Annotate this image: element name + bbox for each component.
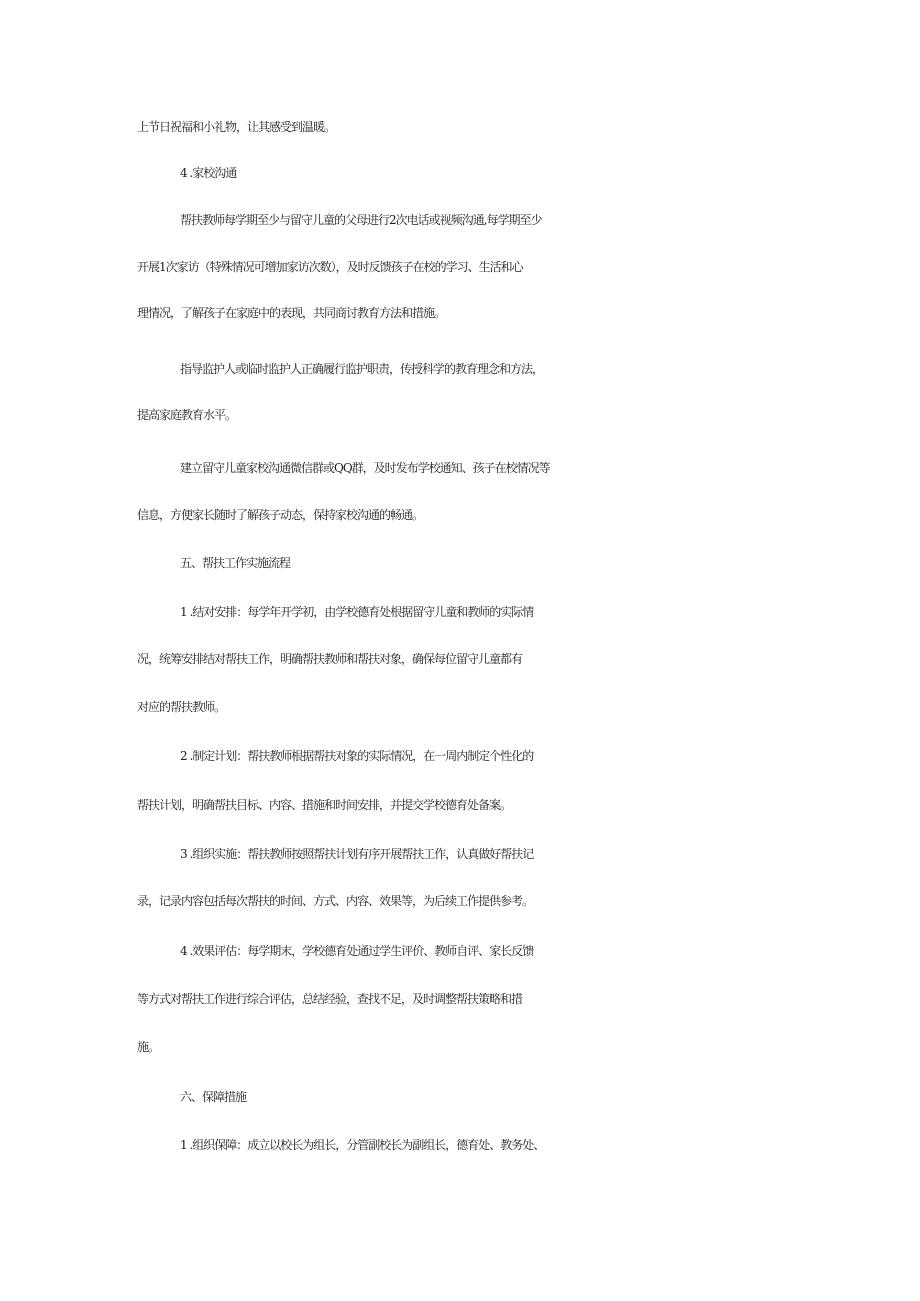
text-line: 提高家庭教育水平。 <box>137 408 237 422</box>
text-line: 等方式对帮扶工作进行综合评估，总结经验，查找不足，及时调整帮扶策略和措 <box>137 992 523 1006</box>
text-line: 对应的帮扶教师。 <box>137 700 226 714</box>
text-line: 4 .效果评估：每学期末，学校德育处通过学生评价、教师自评、家长反馈 <box>180 944 534 958</box>
text-line: 帮扶教师每学期至少与留守儿童的父母进行2次电话或视频沟通,每学期至少 <box>180 213 542 227</box>
text-line: 施。 <box>137 1040 160 1054</box>
text-line: 开展1次家访（特殊情况可增加家访次数），及时反馈孩子在校的学习、生活和心 <box>137 260 523 274</box>
text-line: 况，统筹安排结对帮扶工作，明确帮扶教师和帮扶对象，确保每位留守儿童都有 <box>137 652 523 666</box>
text-line: 指导监护人或临时监护人正确履行监护职责，传授科学的教育理念和方法， <box>180 362 544 376</box>
text-line: 六、保障措施 <box>180 1090 247 1104</box>
text-line: 3 .组织实施：帮扶教师按照帮扶计划有序开展帮扶工作，认真做好帮扶记 <box>180 847 534 861</box>
text-line: 帮扶计划，明确帮扶目标、内容、措施和时间安排，并提交学校德育处备案。 <box>137 798 512 812</box>
text-line: 信息，方便家长随时了解孩子动态，保持家校沟通的畅通。 <box>137 508 424 522</box>
text-line: 2 .制定计划：帮扶教师根据帮扶对象的实际情况，在一周内制定个性化的 <box>180 749 534 763</box>
text-line: 1 .组织保障：成立以校长为组长，分管副校长为副组长，德育处、教务处、 <box>180 1138 545 1152</box>
text-line: 1 .结对安排：每学年开学初，由学校德育处根据留守儿童和教师的实际情 <box>180 605 534 619</box>
text-line: 上节日祝福和小礼物，让其感受到温暖。 <box>137 120 336 134</box>
text-line: 建立留守儿童家校沟通微信群或QQ群，及时发布学校通知、孩子在校情况等 <box>180 461 550 475</box>
text-line: 4 .家校沟通 <box>180 166 237 180</box>
text-line: 五、帮扶工作实施流程 <box>180 556 291 570</box>
text-line: 录，记录内容包括每次帮扶的时间、方式、内容、效果等，为后续工作提供参考。 <box>137 894 534 908</box>
text-line: 理情况，了解孩子在家庭中的表现，共同商讨教育方法和措施。 <box>137 306 446 320</box>
